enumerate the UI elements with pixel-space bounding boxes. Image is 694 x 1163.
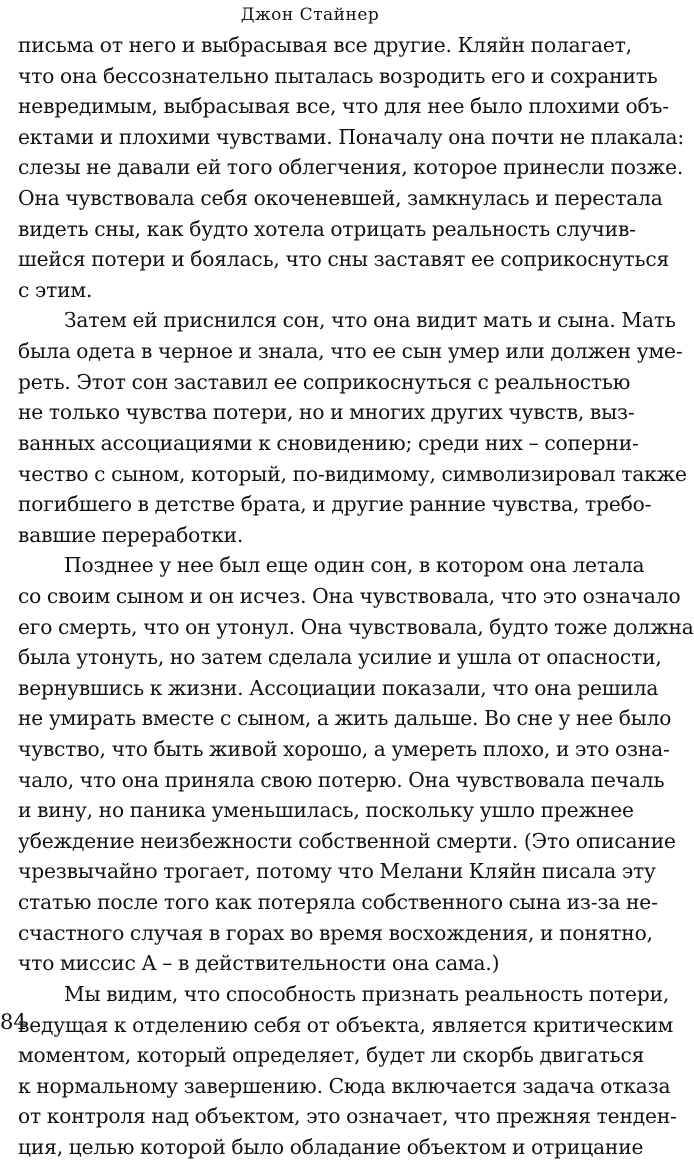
text-line: Позднее у нее был еще один сон, в котором она летала <box>64 553 645 578</box>
paragraph <box>18 979 677 1163</box>
text-line: чрезвычайно трогает, потому что Мелани Кляйн писала эту <box>18 859 656 884</box>
paragraph <box>18 305 687 550</box>
text-line: что она бессознательно пыталась возродить его и сохранить <box>18 63 658 88</box>
text-line: от контроля над объектом, это означает, что прежняя тенден- <box>18 1104 677 1129</box>
text-line: чало, что она приняла свою потерю. Она чувствовала печаль <box>18 767 665 792</box>
text-line: счастного случая в горах во время восхождения, и понятно, <box>18 920 653 945</box>
text-line: видеть сны, как будто хотела отрицать реальность случив- <box>18 216 636 241</box>
running-header: Джон Стайнер <box>240 5 380 25</box>
text-line: к нормальному завершению. Сюда включается задача отказа <box>18 1073 671 1098</box>
text-line: и вину, но паника уменьшилась, поскольку ушло прежнее <box>18 798 634 823</box>
paragraph <box>18 550 694 979</box>
text-line: с этим. <box>18 277 93 302</box>
text-line: Мы видим, что способность признать реальность потери, <box>64 981 670 1006</box>
text-line: чувство, что быть живой хорошо, а умереть плохо, и это озна- <box>18 737 670 762</box>
text-line: ведущая к отделению себя от объекта, является критическим <box>18 1012 674 1037</box>
text-line: Затем ей приснился сон, что она видит мать и сына. Мать <box>64 308 676 333</box>
text-line: статью после того как потеряла собственного сына из-за не- <box>18 890 658 915</box>
text-line: шейся потери и боялась, что сны заставят ее соприкоснуться <box>18 247 670 272</box>
text-line: убеждение неизбежности собственной смерти. (Это описание <box>18 828 676 853</box>
text-line: была утонуть, но затем сделала усилие и ушла от опасности, <box>18 645 662 670</box>
text-line: погибшего в детстве брата, и другие ранние чувства, требо- <box>18 492 652 517</box>
text-line: реть. Этот сон заставил ее соприкоснуться с реальностью <box>18 369 631 394</box>
text-line: вернувшись к жизни. Ассоциации показали, что она решила <box>18 675 659 700</box>
text-line: чество с сыном, который, по-видимому, символизировал также <box>18 461 687 486</box>
page-number: 84 <box>0 1010 27 1034</box>
text-line: была одета в черное и знала, что ее сын умер или должен уме- <box>18 339 683 364</box>
text-line: что миссис А – в действительности она сама.) <box>18 951 500 976</box>
body-text <box>18 30 694 1163</box>
text-line: Она чувствовала себя окоченевшей, замкнулась и перестала <box>18 186 663 211</box>
text-line: ция, целью которой было обладание объектом и отрицание <box>18 1134 644 1159</box>
text-line: вавшие переработки. <box>18 522 244 547</box>
paragraph <box>18 30 685 305</box>
text-line: ванных ассоциациями к сновидению; среди них – соперни- <box>18 430 639 455</box>
text-line: его смерть, что он утонул. Она чувствовала, будто тоже должна <box>18 614 694 639</box>
text-line: со своим сыном и он исчез. Она чувствовала, что это означало <box>18 583 681 608</box>
text-line: слезы не давали ей того облегчения, которое принесли позже. <box>18 155 684 180</box>
text-line: не только чувства потери, но и многих других чувств, выз- <box>18 400 635 425</box>
text-line: моментом, который определяет, будет ли скорбь двигаться <box>18 1043 645 1068</box>
text-line: не умирать вместе с сыном, а жить дальше. Во сне у нее было <box>18 706 672 731</box>
text-line: ектами и плохими чувствами. Поначалу она почти не плакала: <box>18 124 685 149</box>
text-line: невредимым, выбрасывая все, что для нее было плохими объ- <box>18 94 669 119</box>
text-line: письма от него и выбрасывая все другие. Кляйн полагает, <box>18 33 632 57</box>
